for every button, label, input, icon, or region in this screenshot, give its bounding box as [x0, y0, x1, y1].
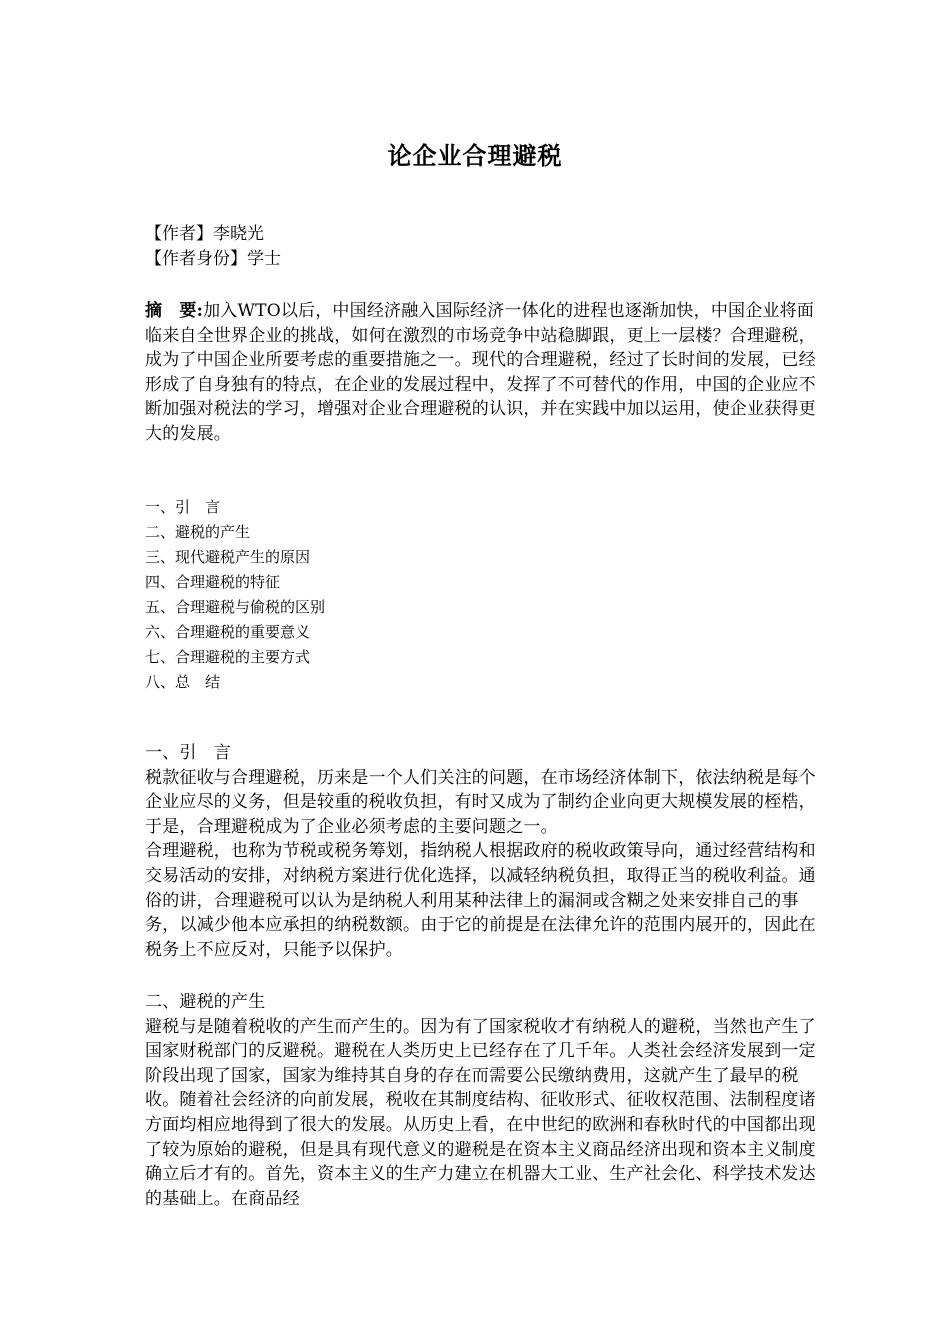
- section-introduction: [145, 741, 825, 962]
- abstract-text: 加入WTO以后，中国经济融入国际经济一体化的进程也逐渐加快，中国企业将面临来自全世界企业的挑战，如何在激烈的市场竞争中站稳脚跟，更上一层楼？合理避税，成为了中国企业所要考虑的重要措施之一。现代的合理避税，经过了长时间的发展，已经形成了自身独有的特点，在企业的发展过程中，发挥了不可替代的作用，中国的企业应不断加强对税法的学习，增强对企业合理避税的认识，并在实践中加以运用，使企业获得更大的发展。: [145, 301, 816, 444]
- table-of-contents: [145, 495, 325, 695]
- section-paragraph: 合理避税，也称为节税或税务筹划，指纳税人根据政府的税收政策导向，通过经营结构和交易活动的安排，对纳税方案进行优化选择，以减轻纳税负担，取得正当的税收利益。通俗的讲，合理避税可以认为是纳税人利用某种法律上的漏洞或含糊之处来安排自己的事务，以减少他本应承担的纳税数额。由于它的前提是在法律允许的范围内展开的，因此在税务上不应反对，只能予以保护。: [145, 841, 816, 960]
- toc-item: 三、现代避税产生的原因: [145, 548, 311, 566]
- section-paragraph: 税款征收与合理避税，历来是一个人们关注的问题，在市场经济体制下，依法纳税是每个企业应尽的义务，但是较重的税收负担，有时又成为了制约企业向更大规模发展的桎梏，于是，合理避税成为了企业必须考虑的主要问题之一。: [145, 767, 816, 837]
- author-line: 【作者】李晓光: [145, 224, 264, 244]
- toc-item: 八、总 结: [145, 673, 221, 691]
- author-info: [145, 222, 281, 272]
- section-origin-of-tax-avoidance: [145, 990, 825, 1211]
- toc-item: 六、合理避税的重要意义: [145, 623, 311, 641]
- toc-item: 七、合理避税的主要方式: [145, 648, 311, 666]
- author-identity-line: 【作者身份】学士: [145, 249, 281, 269]
- toc-item: 四、合理避税的特征: [145, 573, 281, 591]
- abstract: [145, 299, 825, 447]
- document-title: 论企业合理避税: [387, 141, 563, 170]
- abstract-label: 摘 要:: [145, 301, 204, 321]
- toc-item: 五、合理避税与偷税的区别: [145, 598, 326, 616]
- section-heading: 一、引 言: [145, 743, 231, 763]
- section-heading: 二、避税的产生: [145, 992, 266, 1012]
- section-paragraph: 避税与是随着税收的产生而产生的。因为有了国家税收才有纳税人的避税，当然也产生了国家财税部门的反避税。避税在人类历史上已经存在了几千年。人类社会经济发展到一定阶段出现了国家，国家为维持其自身的存在而需要公民缴纳费用，这就产生了最早的税收。随着社会经济的向前发展，税收在其制度结构、征收形式、征收权范围、法制程度诸方面均相应地得到了很大的发展。从历史上看，在中世纪的欧洲和春秋时代的中国都出现了较为原始的避税，但是具有现代意义的避税是在资本主义商品经济出现和资本主义制度确立后才有的。首先，资本主义的生产力建立在机器大工业、生产社会化、科学技术发达的基础上。在商品经: [145, 1016, 816, 1209]
- toc-item: 二、避税的产生: [145, 523, 251, 541]
- toc-item: 一、引 言: [145, 498, 221, 516]
